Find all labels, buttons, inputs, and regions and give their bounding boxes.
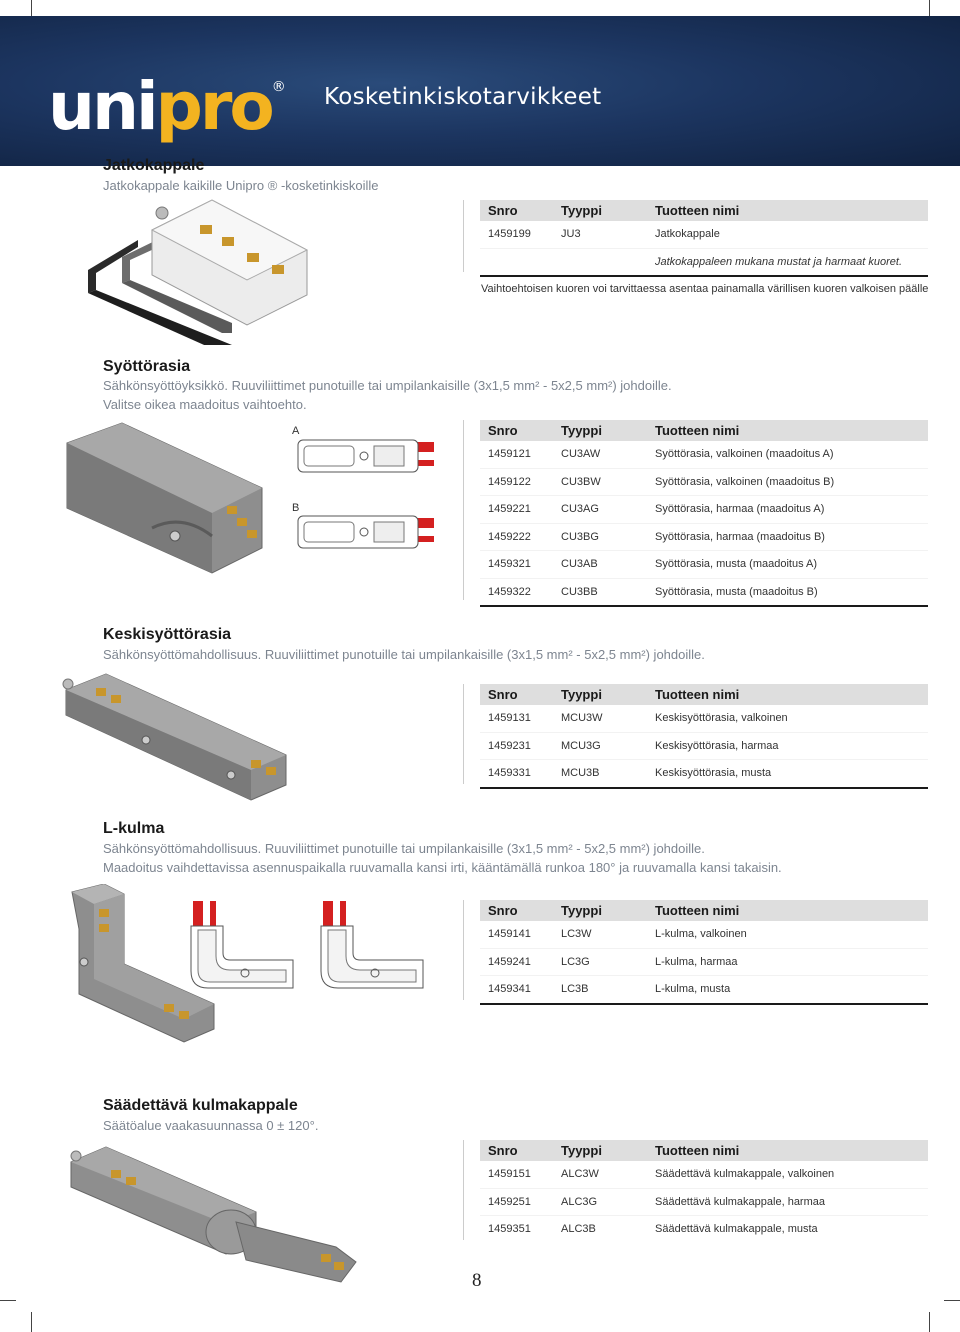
col-nimi: Tuotteen nimi [655,903,740,918]
cell-nimi: Syöttörasia, valkoinen (maadoitus B) [655,475,835,488]
grounding-a-diagram [296,436,436,476]
cell-nimi: Keskisyöttörasia, harmaa [655,739,779,752]
crop-mark [0,1300,16,1301]
cell-tyyppi: CU3BB [561,585,598,598]
syottorasia-product-image [62,418,272,578]
table-header [480,420,928,441]
logo-text-accent: pro [155,68,272,145]
cell-snro: 1459331 [488,767,531,780]
section-desc-syottorasia-1: Sähkönsyöttöyksikkö. Ruuviliittimet punotuille tai umpilankaisille (3x1,5 mm² - 5x2,5 mm²) johdoille. [103,378,672,393]
cell-nimi: Säädettävä kulmakappale, musta [655,1223,818,1236]
cell-tyyppi: JU3 [561,228,581,241]
table-bottom-rule [480,275,928,277]
table-row [480,921,928,949]
table-row [480,221,928,249]
grounding-label-a: A [292,425,300,437]
cell-nimi: Säädettävä kulmakappale, valkoinen [655,1168,835,1181]
logo-text-main: uni [48,68,156,145]
cell-snro: 1459199 [488,228,531,241]
cell-tyyppi: CU3AB [561,558,598,571]
col-snro: Snro [488,1143,518,1158]
cell-tyyppi: CU3BW [561,475,601,488]
section-title-keskisyottorasia: Keskisyöttörasia [103,626,232,643]
table-jatkokappale [480,200,928,277]
col-nimi: Tuotteen nimi [655,687,740,702]
saadettava-kulmakappale-product-image [66,1142,366,1287]
page-title: Kosketinkiskotarvikkeet [324,84,602,110]
cell-note-italic: Jatkokappaleen mukana mustat ja harmaat kuoret. [655,255,903,268]
cell-snro: 1459241 [488,955,531,968]
jatkokappale-note: Vaihtoehtoisen kuoren voi tarvittaessa asentaa painamalla värillisen kuoren valkoisen päälle [481,283,929,295]
crop-mark [31,1312,32,1332]
cell-tyyppi: MCU3G [561,739,601,752]
table-row [480,469,928,497]
section-title-syottorasia: Syöttörasia [103,358,191,375]
table-row [480,551,928,579]
unipro-logo [48,68,286,145]
section-desc-keskisyottorasia: Sähkönsyöttömahdollisuus. Ruuviliittimet punotuille tai umpilankaisille (3x1,5 mm² - 5x2,5 mm²) johdoille. [103,647,705,662]
section-desc-l-kulma-2: Maadoitus vaihdettavissa asennuspaikalla ruuvamalla kansi irti, kääntämällä runkoa 180° ja ruuvamalla kansi takaisin. [103,860,782,875]
crop-mark [929,1312,930,1332]
table-row [480,733,928,761]
grounding-label-b: B [292,502,300,514]
col-snro: Snro [488,203,518,218]
cell-tyyppi: CU3BG [561,530,599,543]
cell-nimi: L-kulma, musta [655,983,731,996]
table-row [480,496,928,524]
cell-nimi: Syöttörasia, harmaa (maadoitus A) [655,503,825,516]
section-desc-syottorasia-2: Valitse oikea maadoitus vaihtoehto. [103,397,307,412]
cell-snro: 1459141 [488,928,531,941]
l-kulma-grounding-diagram-2 [318,898,428,993]
cell-tyyppi: ALC3G [561,1195,598,1208]
jatkokappale-product-image [82,195,312,345]
keskisyottorasia-product-image [56,670,296,805]
section-title-saadettava-kulmakappale: Säädettävä kulmakappale [103,1097,298,1114]
col-nimi: Tuotteen nimi [655,203,740,218]
cell-nimi: L-kulma, harmaa [655,955,738,968]
table-bottom-rule [480,787,928,789]
cell-nimi: Syöttörasia, valkoinen (maadoitus A) [655,448,834,461]
section-title-l-kulma: L-kulma [103,820,165,837]
col-tyyppi: Tyyppi [561,687,602,702]
table-syottorasia [480,420,928,607]
cell-nimi: Syöttörasia, musta (maadoitus B) [655,585,818,598]
page-header [0,16,960,166]
table-row [480,1189,928,1217]
section-desc-jatkokappale: Jatkokappale kaikille Unipro ® -kosketinkiskoille [103,178,379,193]
cell-snro: 1459322 [488,585,531,598]
section-desc-l-kulma-1: Sähkönsyöttömahdollisuus. Ruuviliittimet punotuille tai umpilankaisille (3x1,5 mm² - 5x2,5 mm²) johdoille. [103,841,705,856]
col-snro: Snro [488,687,518,702]
cell-tyyppi: CU3AW [561,448,601,461]
table-row [480,760,928,787]
table-header [480,684,928,705]
col-tyyppi: Tyyppi [561,423,602,438]
col-nimi: Tuotteen nimi [655,1143,740,1158]
cell-snro: 1459341 [488,983,531,996]
cell-nimi: Keskisyöttörasia, valkoinen [655,712,788,725]
table-header [480,200,928,221]
table-header [480,900,928,921]
cell-tyyppi: LC3G [561,955,590,968]
table-keskisyottorasia [480,684,928,789]
table-row [480,1216,928,1243]
table-saadettava-kulmakappale [480,1140,928,1243]
cell-snro: 1459222 [488,530,531,543]
page-number: 8 [472,1270,482,1291]
col-tyyppi: Tyyppi [561,1143,602,1158]
cell-snro: 1459231 [488,739,531,752]
cell-tyyppi: MCU3W [561,712,603,725]
table-l-kulma [480,900,928,1005]
cell-snro: 1459151 [488,1168,531,1181]
cell-snro: 1459121 [488,448,531,461]
cell-snro: 1459221 [488,503,531,516]
col-tyyppi: Tyyppi [561,903,602,918]
cell-nimi: L-kulma, valkoinen [655,928,747,941]
cell-snro: 1459321 [488,558,531,571]
table-row [480,705,928,733]
cell-nimi: Jatkokappale [655,228,720,241]
cell-nimi: Syöttörasia, musta (maadoitus A) [655,558,818,571]
col-snro: Snro [488,423,518,438]
cell-tyyppi: MCU3B [561,767,600,780]
cell-snro: 1459131 [488,712,531,725]
cell-tyyppi: ALC3B [561,1223,596,1236]
cell-nimi: Syöttörasia, harmaa (maadoitus B) [655,530,825,543]
table-row-note [480,249,928,276]
cell-tyyppi: ALC3W [561,1168,599,1181]
grounding-b-diagram [296,512,436,552]
table-bottom-rule [480,1003,928,1005]
table-row [480,579,928,606]
table-bottom-rule [480,605,928,607]
cell-tyyppi: LC3B [561,983,589,996]
table-row [480,949,928,977]
cell-tyyppi: CU3AG [561,503,599,516]
col-snro: Snro [488,903,518,918]
l-kulma-grounding-diagram-1 [188,898,298,993]
col-nimi: Tuotteen nimi [655,423,740,438]
cell-snro: 1459351 [488,1223,531,1236]
cell-snro: 1459251 [488,1195,531,1208]
cell-nimi: Säädettävä kulmakappale, harmaa [655,1195,825,1208]
logo-registered-mark: ® [271,79,286,95]
section-title-jatkokappale: Jatkokappale [103,157,205,174]
table-row [480,1161,928,1189]
crop-mark [944,1300,960,1301]
table-row [480,976,928,1003]
cell-tyyppi: LC3W [561,928,592,941]
col-tyyppi: Tyyppi [561,203,602,218]
cell-snro: 1459122 [488,475,531,488]
cell-nimi: Keskisyöttörasia, musta [655,767,772,780]
table-row [480,441,928,469]
section-desc-saadettava-kulmakappale: Säätöalue vaakasuunnassa 0 ± 120°. [103,1118,319,1133]
table-row [480,524,928,552]
table-header [480,1140,928,1161]
